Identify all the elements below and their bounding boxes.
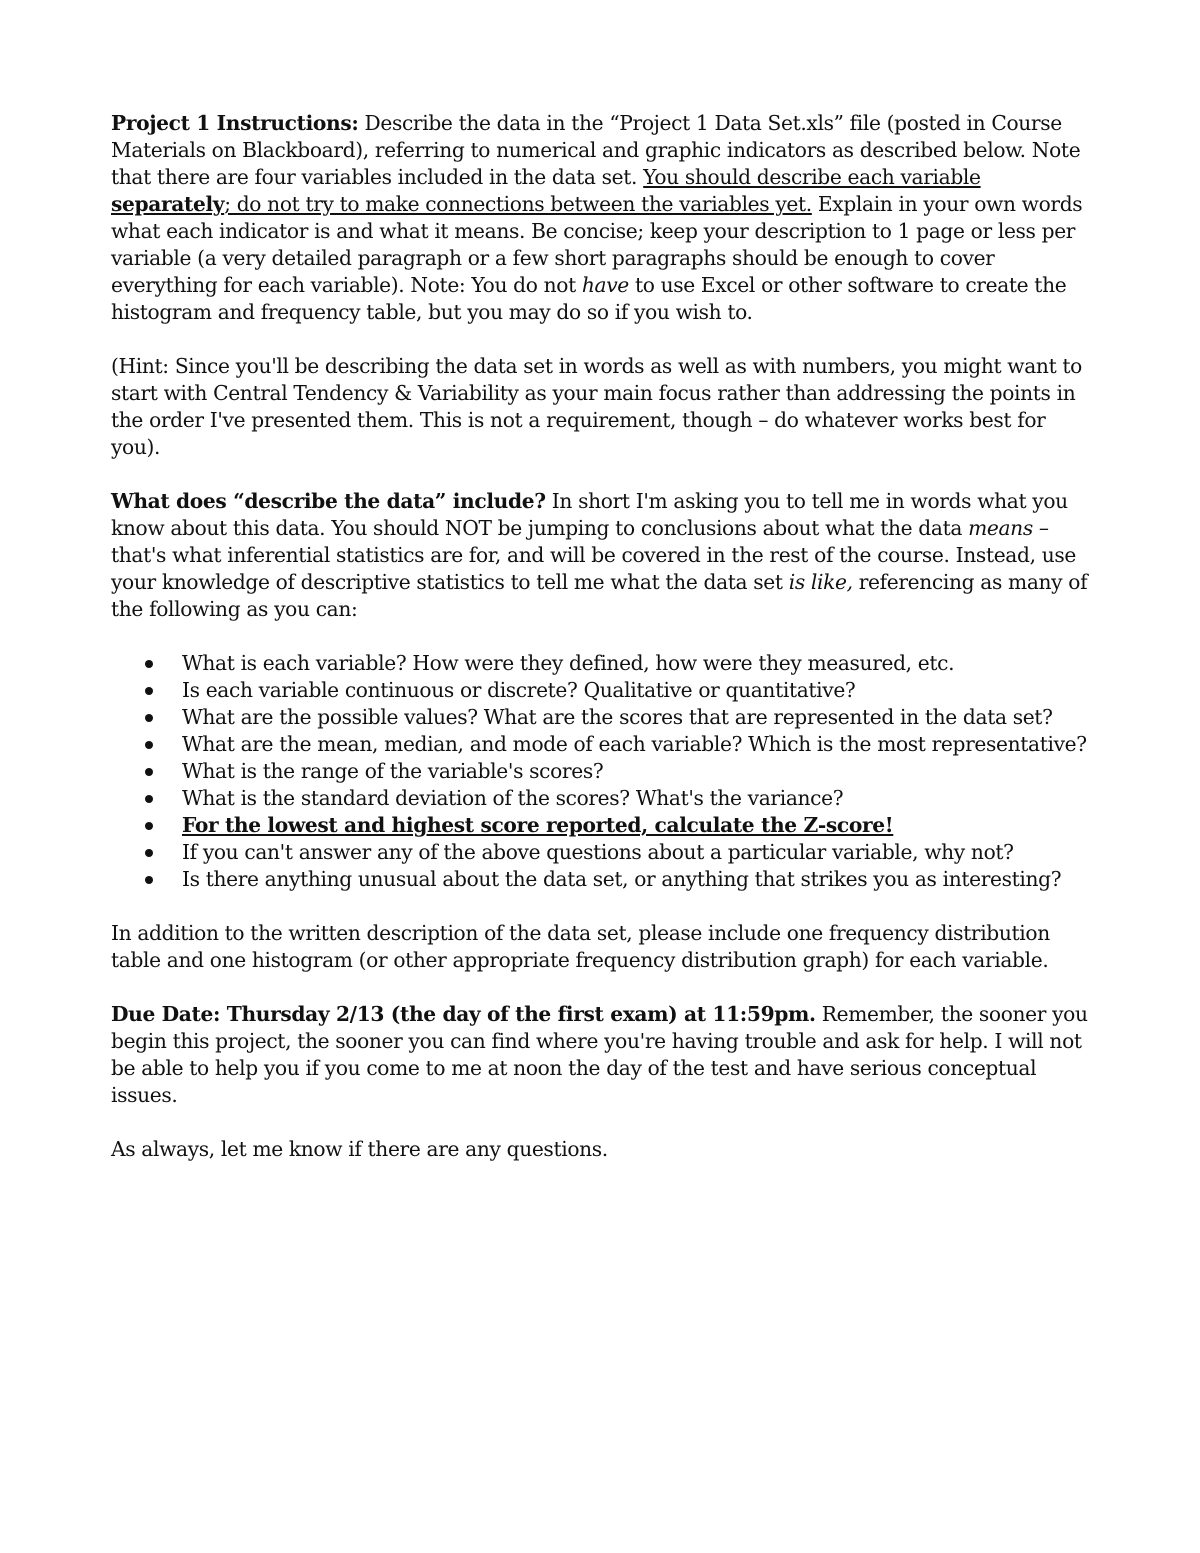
describe-paragraph: What does “describe the data” include? In short I'm asking you to tell me in words what you know about this data. You should NOT be jumping to conclusions about what the data means – that's what inferential statistics are for, and will be covered in the rest of the course. Instead, use your knowledge of descriptive statistics to tell me what the data set is like, referencing as many of the following as you can:	[111, 489, 1088, 621]
question-list	[111, 650, 1091, 893]
separately-note: You should describe each variable separately; do not try to make connections between the variables yet.	[111, 165, 981, 216]
hint-paragraph: (Hint: Since you'll be describing the data set in words as well as with numbers, you might want to start with Central Tendency & Variability as your main focus rather than addressing the points in the order I've presented them. This is not a requirement, though – do whatever works best for you).	[111, 354, 1082, 459]
due-date-heading: Due Date: Thursday 2/13 (the day of the first exam) at 11:59pm.	[111, 1002, 816, 1026]
bullet-icon	[145, 687, 153, 695]
bullet-icon	[145, 876, 153, 884]
list-item: What is each variable? How were they defined, how were they measured, etc.	[111, 650, 1091, 677]
closing-paragraph: As always, let me know if there are any questions.	[111, 1137, 608, 1161]
list-item: What are the possible values? What are the scores that are represented in the data set?	[111, 704, 1091, 731]
list-item: If you can't answer any of the above questions about a particular variable, why not?	[111, 839, 1091, 866]
list-item: What is the range of the variable's scores?	[111, 758, 1091, 785]
document-page	[111, 110, 1091, 1190]
bullet-icon	[145, 741, 153, 749]
list-item-zscore: For the lowest and highest score reported, calculate the Z-score!	[111, 812, 1091, 839]
due-date-paragraph: Due Date: Thursday 2/13 (the day of the first exam) at 11:59pm. Remember, the sooner you begin this project, the sooner you can find where you're having trouble and ask for help. I will not be able to help you if you come to me at noon the day of the test and have serious conceptual issues.	[111, 1002, 1088, 1107]
instructions-paragraph: Project 1 Instructions: Describe the data in the “Project 1 Data Set.xls” file (posted in Course Materials on Blackboard), referring to numerical and graphic indicators as described below. Note that there are four variables included in the data set. You should describe each variable separately; do not try to make connections between the variables yet. Explain in your own words what each indicator is and what it means. Be concise; keep your description to 1 page or less per variable (a very detailed paragraph or a few short paragraphs should be enough to cover everything for each variable). Note: You do not have to use Excel or other software to create the histogram and frequency table, but you may do so if you wish to.	[111, 111, 1083, 324]
bullet-icon	[145, 714, 153, 722]
list-item: Is there anything unusual about the data set, or anything that strikes you as interesting?	[111, 866, 1091, 893]
list-item: Is each variable continuous or discrete? Qualitative or quantitative?	[111, 677, 1091, 704]
bullet-icon	[145, 768, 153, 776]
describe-heading: What does “describe the data” include?	[111, 489, 546, 513]
addition-paragraph: In addition to the written description of the data set, please include one frequency distribution table and one histogram (or other appropriate frequency distribution graph) for each variable.	[111, 921, 1050, 972]
bullet-icon	[145, 822, 153, 830]
list-item: What are the mean, median, and mode of each variable? Which is the most representative?	[111, 731, 1091, 758]
bullet-icon	[145, 660, 153, 668]
bullet-icon	[145, 849, 153, 857]
instructions-text: Describe the data in the “Project 1 Data Set.xls” file (posted in Course Materials on Blackboard), referring to numerical and graphic indicators as described below. Note that there are four variables included in the data set.	[111, 111, 1081, 189]
bullet-icon	[145, 795, 153, 803]
instructions-heading: Project 1 Instructions:	[111, 111, 359, 135]
list-item: What is the standard deviation of the scores? What's the variance?	[111, 785, 1091, 812]
